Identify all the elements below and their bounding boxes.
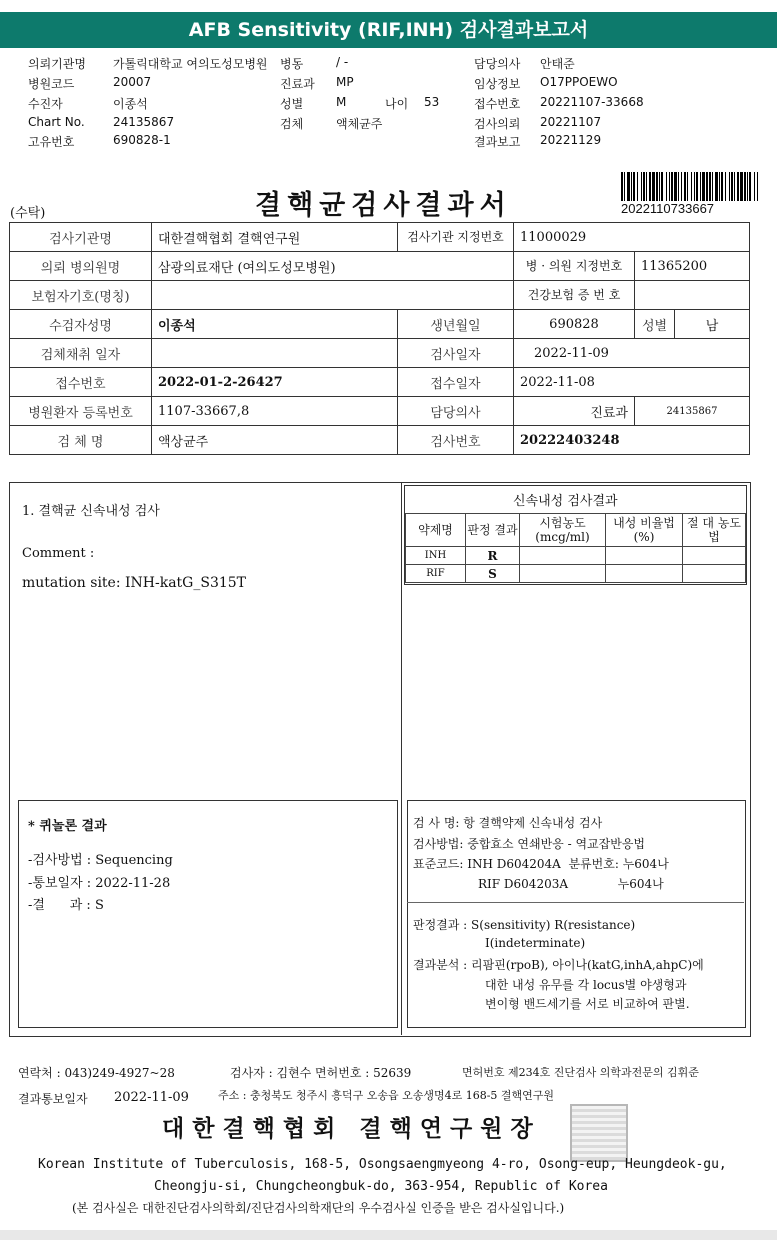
header-value: O17PPOEWO bbox=[540, 75, 618, 89]
col-absolute: 절 대 농도법 bbox=[683, 514, 746, 547]
rapid-test-table bbox=[405, 513, 746, 583]
insurer-value bbox=[152, 281, 514, 310]
table-cell bbox=[520, 547, 606, 565]
comment-label: Comment : bbox=[22, 546, 95, 561]
drug-result: R bbox=[466, 547, 520, 565]
specimen-value: 액상균주 bbox=[152, 426, 398, 455]
certification-note: (본 검사실은 대한진단검사의학회/진단검사의학재단의 우수검사실 인증을 받은 검사실입니다.) bbox=[72, 1201, 565, 1215]
barcode-number: 2022110733667 bbox=[621, 201, 715, 216]
col-result: 판정 결과 bbox=[466, 514, 520, 547]
header-label: 진료과 bbox=[280, 77, 315, 91]
test-method: 검사방법: 중합효소 연쇄반응 - 역교잡반응법 bbox=[413, 837, 646, 851]
quinolone-box bbox=[18, 800, 398, 1028]
col-concentration: 시험농도 (mcg/ml) bbox=[520, 514, 606, 547]
standard-code-1: 표준코드: INH D604204A 분류번호: 누604나 bbox=[413, 857, 669, 871]
analysis-3: 변이형 밴드세기를 서로 비교하여 판별. bbox=[485, 997, 690, 1011]
header-label: 성별 bbox=[280, 97, 304, 111]
mutation-site: mutation site: INH-katG_S315T bbox=[22, 575, 247, 591]
table-cell bbox=[683, 547, 746, 565]
header-value: 이종석 bbox=[113, 97, 148, 111]
notify-date-value: 2022-11-09 bbox=[114, 1090, 189, 1105]
barcode-image bbox=[621, 172, 761, 201]
doctor-label: 담당의사 bbox=[398, 397, 514, 426]
header-label: 나이 bbox=[385, 97, 409, 111]
standard-code-2: RIF D604203A 누604나 bbox=[478, 877, 664, 891]
official-seal-image bbox=[570, 1104, 628, 1162]
registration-no-label: 병원환자 등록번호 bbox=[10, 397, 152, 426]
header-value: 20221107-33668 bbox=[540, 95, 644, 109]
patient-name-value: 이종석 bbox=[152, 310, 398, 339]
receipt-no-label: 접수번호 bbox=[10, 368, 152, 397]
test-no-label: 검사번호 bbox=[398, 426, 514, 455]
dept-value: 24135867 bbox=[635, 397, 750, 426]
header-label: 결과보고 bbox=[474, 135, 521, 149]
tester-info: 검사자 : 김현수 면허번호 : 52639 bbox=[230, 1066, 412, 1080]
header-value: M bbox=[336, 95, 347, 109]
sex-label: 성별 bbox=[635, 310, 675, 339]
drug-name: RIF bbox=[406, 565, 466, 583]
director-license: 면허번호 제234호 진단검사 의학과전문의 김휘준 bbox=[462, 1066, 699, 1079]
quinolone-title: * 퀴놀론 결과 bbox=[28, 819, 107, 834]
hosp-no-value: 11365200 bbox=[635, 252, 750, 281]
receipt-no-value: 2022-01-2-26427 bbox=[152, 368, 398, 397]
header-value: 20221129 bbox=[540, 133, 602, 147]
header-value: MP bbox=[336, 75, 354, 89]
hosp-value: 삼광의료재단 (여의도성모병원) bbox=[152, 252, 514, 281]
insurer-label: 보험자기호(명칭) bbox=[10, 281, 152, 310]
header-value: 가톨릭대학교 여의도성모병원 bbox=[113, 57, 268, 71]
header-value: 20007 bbox=[113, 75, 152, 89]
report-title-bar: AFB Sensitivity (RIF,INH) 검사결과보고서 bbox=[0, 12, 777, 48]
header-label: 검체 bbox=[280, 117, 304, 131]
table-cell bbox=[606, 565, 683, 583]
results-divider bbox=[401, 482, 402, 1035]
header-value: 53 bbox=[424, 95, 440, 109]
header-value: 690828-1 bbox=[113, 133, 171, 147]
header-value: 24135867 bbox=[113, 115, 175, 129]
header-label: 수진자 bbox=[28, 97, 63, 111]
header-label: 병원코드 bbox=[28, 77, 75, 91]
inst-value: 대한결핵협회 결핵연구원 bbox=[152, 223, 398, 252]
header-value: 안태준 bbox=[540, 57, 575, 71]
header-value: / - bbox=[336, 55, 349, 69]
analysis-1: 결과분석 : 리팜핀(rpoB), 아이나(katG,inhA,ahpC)에 bbox=[413, 958, 704, 972]
header-label: 의뢰기관명 bbox=[28, 57, 86, 71]
collect-date-label: 검체채취 일자 bbox=[10, 339, 152, 368]
table-cell bbox=[520, 565, 606, 583]
header-label: 고유번호 bbox=[28, 135, 75, 149]
hosp-label: 의뢰 병의원명 bbox=[10, 252, 152, 281]
document-title: 결핵균검사결과서 bbox=[255, 190, 512, 221]
consignment-tag: (수탁) bbox=[10, 206, 46, 221]
registration-no-value: 1107-33667,8 bbox=[152, 397, 398, 426]
table-cell bbox=[606, 547, 683, 565]
col-proportion: 내성 비율법(%) bbox=[606, 514, 683, 547]
birth-value: 690828 bbox=[514, 310, 635, 339]
address: 주소 : 충청북도 청주시 흥덕구 오송읍 오송생명4로 168-5 결핵연구원 bbox=[218, 1089, 555, 1102]
test-date-value: 2022-11-09 bbox=[514, 339, 750, 368]
dept-label: 진료과 bbox=[514, 397, 635, 426]
patient-name-label: 수검자성명 bbox=[10, 310, 152, 339]
hosp-no-label: 병 · 의원 지정번호 bbox=[514, 252, 635, 281]
header-label: 검사의뢰 bbox=[474, 117, 521, 131]
judgement-2: I(indeterminate) bbox=[485, 936, 586, 950]
test-date-label: 검사일자 bbox=[398, 339, 514, 368]
header-label: 임상정보 bbox=[474, 77, 521, 91]
institute-name: 대 한 결 핵 협 회 결 핵 연 구 원 장 bbox=[162, 1115, 533, 1142]
specimen-label: 검 체 명 bbox=[10, 426, 152, 455]
quinolone-method: -검사방법 : Sequencing bbox=[28, 853, 173, 868]
header-value: 20221107 bbox=[540, 115, 602, 129]
header-label: 담당의사 bbox=[474, 57, 521, 71]
drug-name: INH bbox=[406, 547, 466, 565]
quinolone-notify-date: -통보일자 : 2022-11-28 bbox=[28, 876, 171, 891]
inst-no-value: 11000029 bbox=[514, 223, 750, 252]
rapid-test-title: 신속내성 검사결과 bbox=[513, 494, 618, 509]
contact-info: 연락처 : 043)249-4927~28 bbox=[18, 1066, 175, 1080]
inst-label: 검사기관명 bbox=[10, 223, 152, 252]
header-label: 접수번호 bbox=[474, 97, 521, 111]
insurance-card-label: 건강보험 증 번 호 bbox=[514, 281, 635, 310]
header-label: 병동 bbox=[280, 57, 304, 71]
sex-value: 남 bbox=[675, 310, 750, 339]
notify-date-label: 결과통보일자 bbox=[18, 1092, 88, 1106]
header-value: 액체균주 bbox=[336, 117, 383, 131]
test-name: 검 사 명: 항 결핵약제 신속내성 검사 bbox=[413, 816, 603, 830]
judgement-1: 판정결과 : S(sensitivity) R(resistance) bbox=[413, 918, 636, 932]
receipt-date-label: 접수일자 bbox=[398, 368, 514, 397]
patient-info-table bbox=[9, 222, 750, 455]
col-drug: 약제명 bbox=[406, 514, 466, 547]
insurance-card-value bbox=[635, 281, 750, 310]
quinolone-result: -결 과 : S bbox=[28, 898, 104, 913]
analysis-2: 대한 내성 유무를 각 locus별 야생형과 bbox=[485, 978, 687, 992]
table-cell bbox=[683, 565, 746, 583]
drug-result: S bbox=[466, 565, 520, 583]
receipt-date-value: 2022-11-08 bbox=[514, 368, 750, 397]
birth-label: 생년월일 bbox=[398, 310, 514, 339]
english-address-1: Korean Institute of Tuberculosis, 168-5, Osongsaengmyeong 4-ro, Osong-eup, Heungdeok-gu, bbox=[38, 1157, 727, 1172]
test-no-value: 20222403248 bbox=[514, 426, 750, 455]
test-item: 1. 결핵균 신속내성 검사 bbox=[22, 504, 160, 519]
english-address-2: Cheongju-si, Chungcheongbuk-do, 363-954, Republic of Korea bbox=[154, 1179, 608, 1194]
header-label: Chart No. bbox=[28, 115, 85, 129]
inst-no-label: 검사기관 지정번호 bbox=[398, 223, 514, 252]
collect-date-value bbox=[152, 339, 398, 368]
method-divider bbox=[407, 902, 744, 903]
